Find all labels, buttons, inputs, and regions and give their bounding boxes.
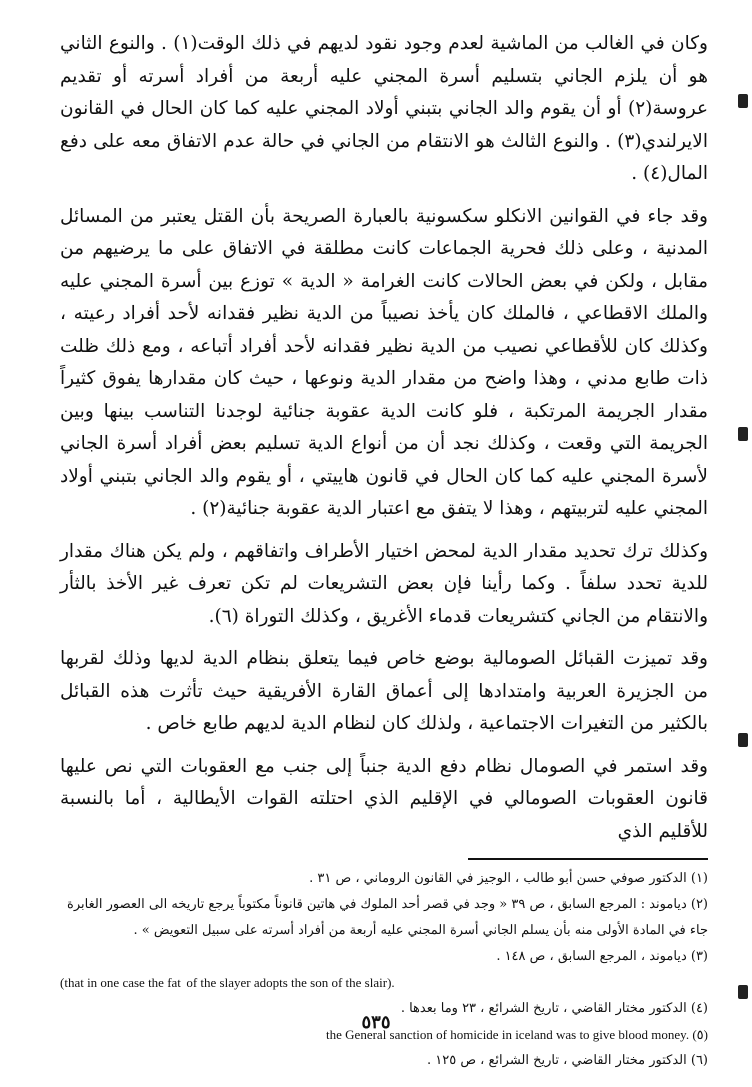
page-body: [60, 28, 708, 1074]
footnote-6: (٦) الدكتور مختار القاضي ، تاريخ الشرائع ، ص ١٢٥ .: [426, 1053, 708, 1068]
footnote-3: (٣) دياموند ، المرجع السابق ، ص ١٤٨ .: [496, 949, 708, 964]
footnote-english-quote: (that in one case the fat of the slayer adopts the son of the slair).: [60, 975, 395, 990]
footnote-separator: [468, 858, 708, 860]
footnote-2: (٢) دياموند : المرجع السابق ، ص ٣٩ « وجد في قصر أحد الملوك في هاتين قانوناً مكتوباً يرجع تاريخه الى العصور الغابرة جاء في المادة الأولى منه بأن يسلم الجاني أسرة المجني عليه أربعة من أفراد أسرته على سبيل التعويض » .: [67, 897, 708, 938]
edge-mark: [738, 427, 748, 441]
footnote-5: the General sanction of homicide in iceland was to give blood money. (٥): [326, 1027, 708, 1042]
paragraph-2: وقد جاء في القوانين الانكلو سكسونية بالعبارة الصريحة بأن القتل يعتبر من المسائل المدنية ، وعلى ذلك فحرية الجماعات كانت مطلقة في الاتفاق على ما يرضيهم من مقابل ، ولكن في بعض الحالات كانت الغرامة « الدية » توزع بين أسرة المجني عليه والملك الاقطاعي ، فالملك كان يأخذ نصيباً من الدية نظير فقدانه لأحد أفراد رعيته ، وكذلك كان للأقطاعي نصيب من الدية نظير فقدانه لأحد أفراد أتباعه ، ومع ذلك ظلت ذات طابع مدني ، وهذا واضح من مقدار الدية ونوعها ، حيث كان مقدارها يفوق كثيراً مقدار الجريمة المرتكبة ، فلو كانت الدية عقوبة جنائية لوجدنا التناسب بينها وبين الجريمة التي وقعت ، وكذلك نجد أن من أنواع الدية تسليم بعض أفراد أسرة الجاني لأسرة المجني عليه كما كان الحال في قانون هاييتي ، أو يقوم والد الجاني بتبني أولاد المجني عليه لتربيتهم ، وهذا لا يتفق مع اعتبار الدية عقوبة جنائية(٢) .: [60, 205, 708, 519]
edge-mark: [738, 94, 748, 108]
footnote-1: (١) الدكتور صوفي حسن أبو طالب ، الوجيز في القانون الروماني ، ص ٣١ .: [309, 871, 708, 886]
paragraph-5: وقد استمر في الصومال نظام دفع الدية جنباً إلى جنب مع العقوبات التي نص عليها قانون العقوبات الصومالي في الإقليم الذي احتلته القوات الأيطالية ، أما بالنسبة للأقليم الذي: [60, 755, 708, 842]
page-number: ٥٣٥: [361, 1012, 391, 1033]
edge-mark: [738, 985, 748, 999]
paragraph-3: وكذلك ترك تحديد مقدار الدية لمحض اختيار الأطراف واتفاقهم ، ولم يكن هناك مقدار للدية تحدد سلفاً . وكما رأينا فإن بعض التشريعات لم تكن تعرف غير الأخذ بالثأر والانتقام من الجاني كتشريعات قدماء الأغريق ، وكذلك التوراة (٦).: [60, 540, 708, 627]
paragraph-4: وقد تميزت القبائل الصومالية بوضع خاص فيما يتعلق بنظام الدية لديها وذلك لقربها من الجزيرة العربية وامتدادها إلى أعماق القارة الأفريقية حيث تأثرت هذه القبائل بالكثير من التغيرات الاجتماعية ، ولذلك كان لنظام الدية لديهم طابع خاص .: [60, 648, 708, 734]
paragraph-1: وكان في الغالب من الماشية لعدم وجود نقود لديهم في ذلك الوقت(١) . والنوع الثاني هو أن يلزم الجاني بتسليم أسرة المجني عليه أربعة من أفراد أسرته أو تقديم عروسة(٢) أو أن يقوم والد الجاني بتبني أولاد المجني عليه كما كان الحال في القانون الايرلندي(٣) . والنوع الثالث هو الانتقام من الجاني في حالة عدم الاتفاق معه على دفع المال(٤) .: [60, 33, 708, 184]
footnote-4: (٤) الدكتور مختار القاضي ، تاريخ الشرائع ، ٢٣ وما بعدها .: [400, 1001, 708, 1016]
edge-mark: [738, 733, 748, 747]
